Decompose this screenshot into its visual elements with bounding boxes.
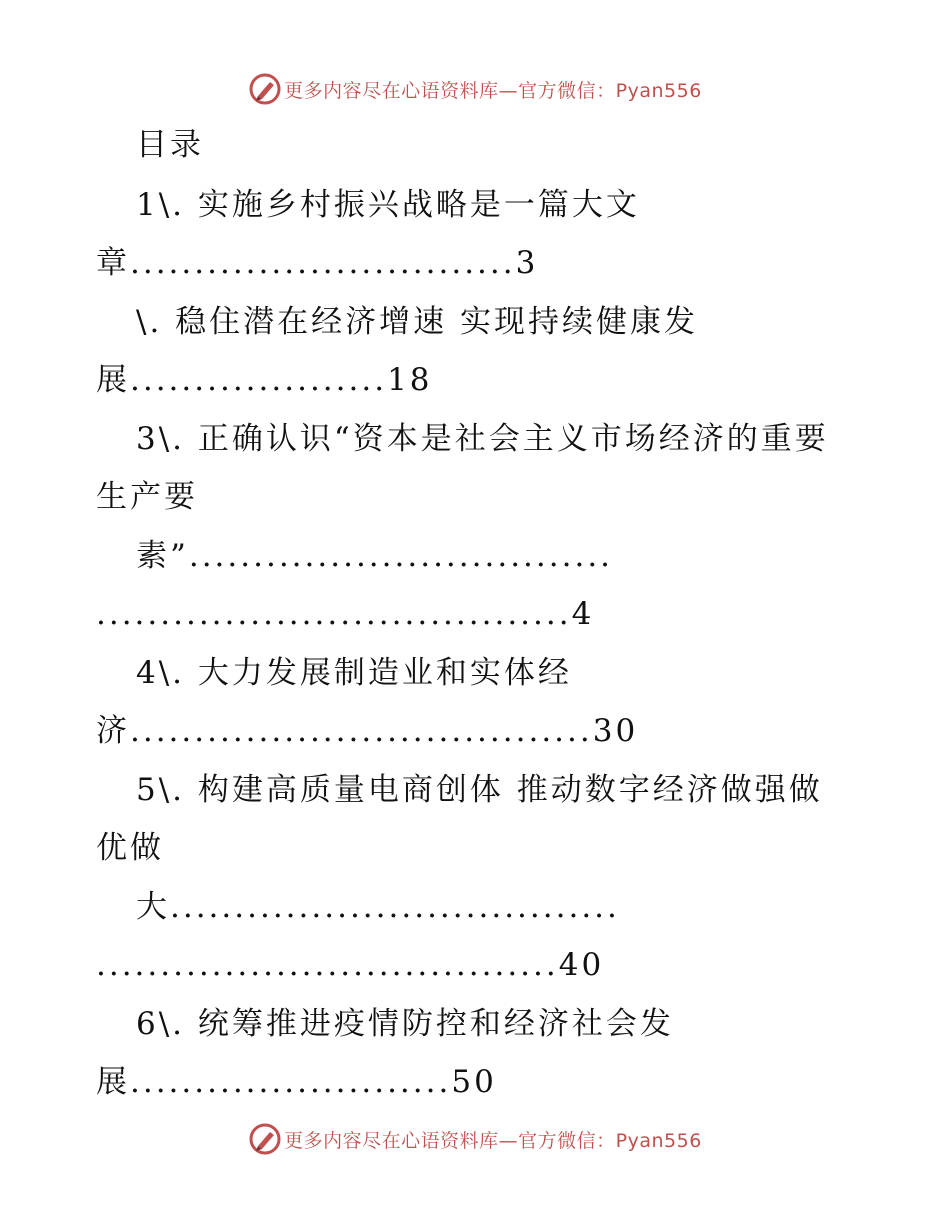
watermark-header — [0, 72, 950, 106]
pen-logo-icon — [248, 72, 282, 106]
toc-line: 大................................... — [136, 889, 620, 925]
toc-line: 济....................................30 — [96, 713, 639, 749]
toc-line: 6\. 统筹推进疫情防控和经济社会发 — [136, 1006, 674, 1042]
toc-line: 章..............................3 — [96, 245, 539, 281]
toc-line: 3\. 正确认识“资本是社会主义市场经济的重要 — [136, 421, 829, 457]
toc-line: \. 稳住潜在经济增速 实现持续健康发 — [136, 304, 699, 340]
toc-line: 素”................................. — [136, 538, 614, 574]
toc-line: 优做 — [96, 830, 164, 866]
watermark-text: 更多内容尽在心语资料库—官方微信：Pyan556 — [284, 1129, 702, 1152]
toc-line: .....................................4 — [96, 596, 595, 632]
watermark-text: 更多内容尽在心语资料库—官方微信：Pyan556 — [284, 79, 702, 102]
pen-logo-icon — [248, 1122, 282, 1156]
toc-line: 5\. 构建高质量电商创体 推动数字经济做强做 — [136, 772, 823, 808]
toc-line: 展....................18 — [96, 362, 433, 398]
toc-line: 4\. 大力发展制造业和实体经 — [136, 655, 572, 691]
toc-line: 生产要 — [96, 479, 198, 515]
toc-line: ....................................40 — [96, 947, 605, 983]
watermark-footer — [0, 1122, 950, 1156]
toc-line: 1\. 实施乡村振兴战略是一篇大文 — [136, 187, 640, 223]
toc-line: 展.........................50 — [96, 1064, 497, 1100]
toc-heading: 目录 — [136, 127, 204, 163]
